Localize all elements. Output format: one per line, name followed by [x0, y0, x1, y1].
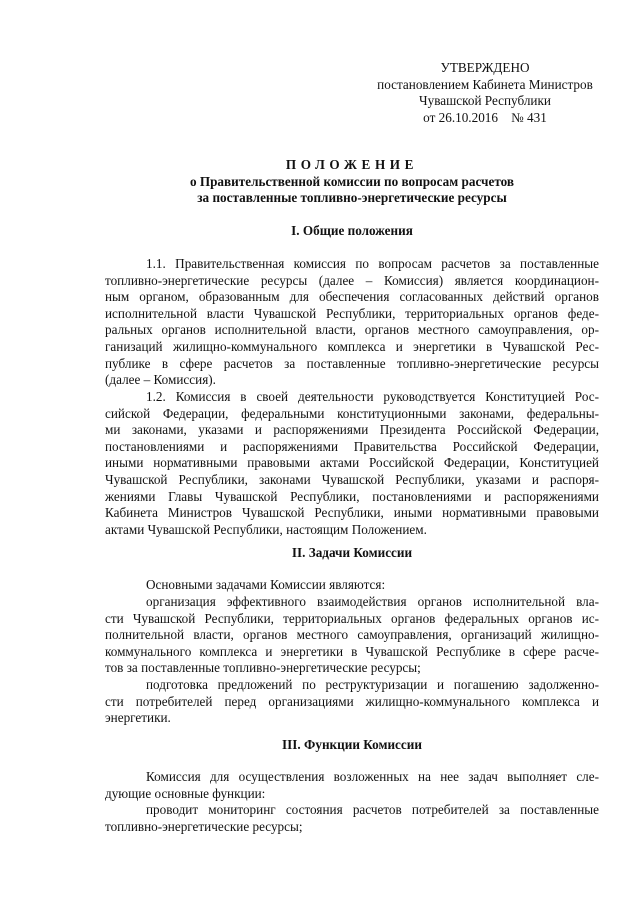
paragraph-1-1	[105, 256, 599, 389]
text-line: тов за поставленные топливно-энергетические ресурсы;	[105, 660, 421, 676]
paragraph-1-2	[105, 389, 599, 538]
text-line: Кабинета Министров Чувашской Республики, иными нормативными правовыми	[105, 505, 599, 521]
approval-issuer: постановлением Кабинета Министров	[377, 76, 593, 92]
text-line: проводит мониторинг состояния расчетов потребителей за поставленные	[146, 802, 599, 817]
paragraph-function-monitoring	[105, 802, 599, 835]
text-line: постановлениями и распоряжениями Правительства Российской Федерации,	[105, 438, 599, 454]
text-line: энергетики.	[105, 710, 171, 726]
text-line: коммунального комплекса и энергетики в Чувашской Республике в сфере расче-	[105, 643, 599, 659]
document-heading: ПОЛОЖЕНИЕ	[285, 157, 419, 172]
document-subtitle-line-2: за поставленные топливно-энергетические ресурсы	[197, 190, 507, 206]
paragraph-functions-intro	[105, 769, 599, 802]
document-title	[105, 157, 599, 207]
text-line: публике в сфере расчетов за поставленные топливно-энергетические ресурсы	[105, 355, 599, 371]
text-line: иными нормативными правовыми актами Российской Федерации, Конституцией	[105, 455, 599, 471]
text-line: топливно-энергетические ресурсы;	[105, 818, 303, 834]
paragraph-task-coordination	[105, 594, 599, 677]
text-line: сийской Федерации, федеральными конституционными законами, федеральны-	[105, 405, 599, 421]
approval-label: УТВЕРЖДЕНО	[440, 60, 530, 75]
text-line: (далее – Комиссия).	[105, 372, 216, 388]
approval-date-number: от 26.10.2016 № 431	[423, 109, 547, 125]
text-line: 1.1. Правительственная комиссия по вопросам расчетов за поставленные	[146, 256, 599, 271]
text-line: актами Чувашской Республики, настоящим Положением.	[105, 521, 427, 537]
text-line: дующие основные функции:	[105, 785, 266, 801]
section-heading-functions: III. Функции Комиссии	[282, 737, 422, 752]
text-line: ганизаций жилищно-коммунального комплекса и энергетики в Чувашской Рес-	[105, 338, 599, 354]
text-line: Комиссия для осуществления возложенных на нее задач выполняет сле-	[146, 769, 599, 784]
text-line: сти потребителей перед организациями жилищно-коммунального комплекса и	[105, 693, 599, 709]
text-line: организация эффективного взаимодействия органов исполнительной вла-	[146, 594, 599, 609]
text-line: сти Чувашской Республики, территориальных органов федеральных органов ис-	[105, 610, 599, 626]
text-line: полнительной власти, органов местного самоуправления, организаций жилищно-	[105, 627, 599, 643]
text-line: ным органом, образованным для обеспечения согласованных действий органов	[105, 289, 599, 305]
text-line: ми законами, указами и распоряжениями Президента Российской Федерации,	[105, 422, 599, 438]
approval-issuer-region: Чувашской Республики	[419, 93, 551, 109]
document-subtitle-line-1: о Правительственной комиссии по вопросам расчетов	[189, 173, 515, 189]
text-line: Основными задачами Комиссии являются:	[146, 577, 386, 592]
text-line: ральных органов исполнительной власти, органов местного самоуправления, ор-	[105, 322, 599, 338]
text-line: топливно-энергетические ресурсы (далее – Комиссия) является координацион-	[105, 272, 599, 288]
text-line: исполнительной власти Чувашской Республики, территориальных органов феде-	[105, 305, 599, 321]
text-line: жениями Главы Чувашской Республики, постановлениями и распоряжениями	[105, 488, 599, 504]
text-line: Чувашской Республики, законами Чувашской Республики, указами и распоря-	[105, 471, 599, 487]
approval-stamp	[360, 60, 610, 126]
paragraph-task-debt	[105, 677, 599, 727]
text-line: 1.2. Комиссия в своей деятельности руководствуется Конституцией Рос-	[146, 389, 599, 404]
text-line: подготовка предложений по реструктуризации и погашению задолженно-	[146, 677, 599, 692]
section-heading-general: I. Общие положения	[291, 223, 413, 238]
section-heading-tasks: II. Задачи Комиссии	[291, 545, 413, 560]
paragraph-tasks-intro	[105, 577, 599, 594]
